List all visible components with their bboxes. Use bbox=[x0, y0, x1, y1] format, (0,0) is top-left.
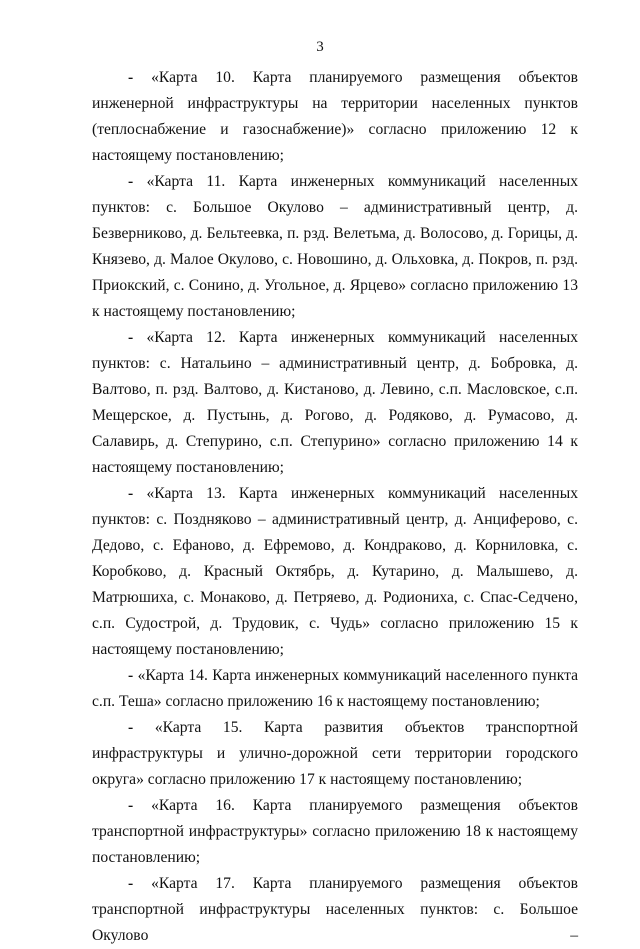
list-item-map-15 bbox=[92, 715, 578, 793]
list-item-text: «Карта 11. Карта инженерных коммуникаций населенных пунктов: с. Большое Окулово – административный центр, д. Безверниково, д. Бельтеевка, п. рзд. Велетьма, д. Волосово, д. Горицы, д. Князево, д. Малое Окулово, с. Новошино, д. Ольховка, д. Покров, п. рзд. Приокский, с. Сонино, д. Угольное, д. Ярцево» согласно приложению 13 к настоящему постановлению; bbox=[92, 173, 578, 320]
list-item-map-16 bbox=[92, 793, 578, 871]
list-item-text: «Карта 15. Карта развития объектов транспортной инфраструктуры и улично-дорожной сети территории городского округа» согласно приложению 17 к настоящему постановлению; bbox=[92, 719, 578, 788]
list-marker: - bbox=[128, 719, 155, 736]
list-item-text: «Карта 10. Карта планируемого размещения объектов инженерной инфраструктуры на территории населенных пунктов (теплоснабжение и газоснабжение)» согласно приложению 12 к настоящему постановлению; bbox=[92, 69, 578, 164]
list-item-text: «Карта 13. Карта инженерных коммуникаций населенных пунктов: с. Поздняково – административный центр, д. Анциферово, с. Дедово, с. Ефаново, д. Ефремово, д. Кондраково, д. Корниловка, с. Коробково, д. Красный Октябрь, д. Кутарино, д. Малышево, д. Матрюшиха, с. Монаково, д. Петряево, д. Родиониха, с. Спас-Седчено, с.п. Судострой, д. Трудовик, с. Чудь» согласно приложению 15 к настоящему постановлению; bbox=[92, 485, 578, 658]
list-item-map-11 bbox=[92, 169, 578, 325]
list-item-map-13 bbox=[92, 481, 578, 663]
list-marker: - bbox=[128, 69, 152, 86]
list-marker: - bbox=[128, 173, 147, 190]
list-item-text: «Карта 14. Карта инженерных коммуникаций населенного пункта с.п. Теша» согласно приложению 16 к настоящему постановлению; bbox=[92, 667, 578, 710]
list-item-text: «Карта 12. Карта инженерных коммуникаций населенных пунктов: с. Натальино – административный центр, д. Бобровка, д. Валтово, п. рзд. Валтово, д. Кистаново, д. Левино, с.п. Масловское, с.п. Мещерское, д. Пустынь, д. Рогово, д. Родяково, д. Румасово, д. Салавирь, д. Степурино, с.п. Степурино» согласно приложению 14 к настоящему постановлению; bbox=[92, 329, 578, 476]
list-item-text: «Карта 17. Карта планируемого размещения объектов транспортной инфраструктуры населенных пунктов: с. Большое Окулово – bbox=[92, 875, 578, 944]
list-marker: - bbox=[128, 875, 152, 892]
list-marker: - bbox=[128, 797, 152, 814]
list-item-map-12 bbox=[92, 325, 578, 481]
list-item-map-14 bbox=[92, 663, 578, 715]
list-item-map-10 bbox=[92, 65, 578, 169]
document-body bbox=[92, 65, 578, 949]
list-marker: - bbox=[128, 485, 147, 502]
list-item-map-17 bbox=[92, 871, 578, 949]
page-number: 3 bbox=[316, 39, 324, 55]
list-item-text: «Карта 16. Карта планируемого размещения объектов транспортной инфраструктуры» согласно приложению 18 к настоящему постановлению; bbox=[92, 797, 578, 866]
list-marker: - bbox=[128, 667, 138, 684]
list-marker: - bbox=[128, 329, 147, 346]
